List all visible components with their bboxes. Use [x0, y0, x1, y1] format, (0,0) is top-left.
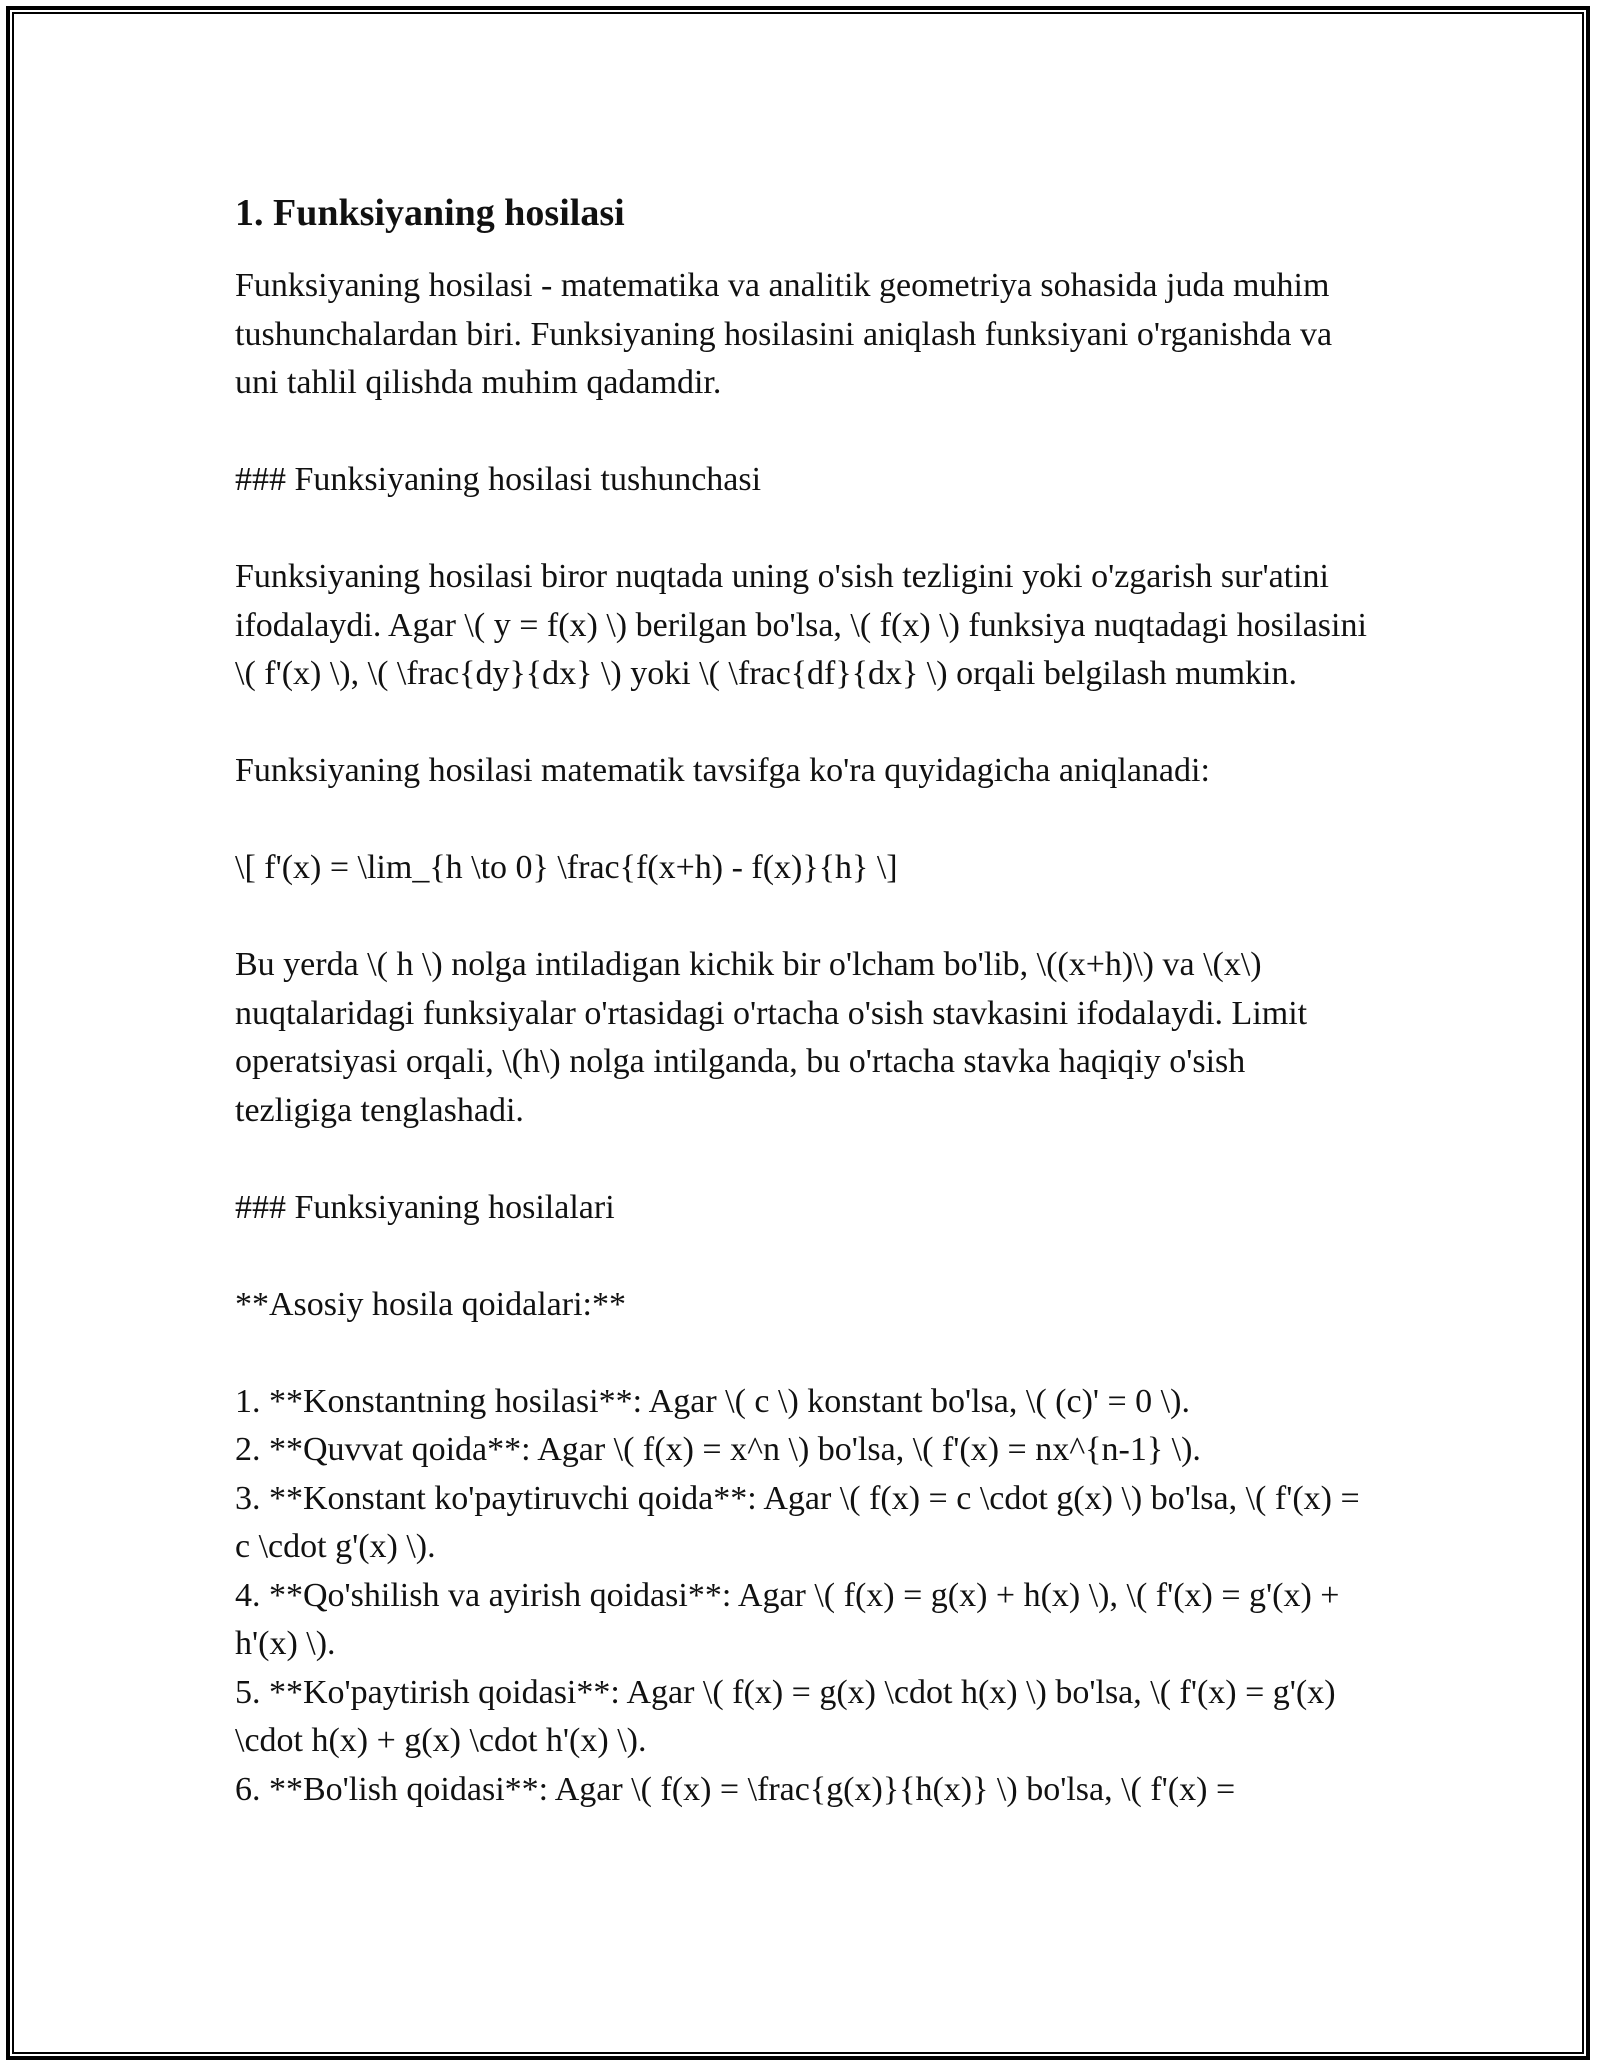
rules-list — [235, 1378, 1370, 1815]
rule-quotient: 6. **Bo'lish qoidasi**: Agar \( f(x) = \frac{g(x)}{h(x)} \) bo'lsa, \( f'(x) = — [235, 1770, 1236, 1808]
limit-formula: \[ f'(x) = \lim_{h \to 0} \frac{f(x+h) - f(x)}{h} \] — [235, 849, 898, 886]
definition-intro: Funksiyaning hosilasi matematik tavsifga ko'ra quyidagicha aniqlanadi: — [235, 752, 1210, 789]
subheading-concept: ### Funksiyaning hosilasi tushunchasi — [235, 461, 762, 498]
document-body — [235, 186, 1370, 1814]
subheading-derivatives: ### Funksiyaning hosilalari — [235, 1188, 615, 1226]
section-title: 1. Funksiyaning hosilasi — [235, 192, 625, 234]
explanation-paragraph: Bu yerda \( h \) nolga intiladigan kichik bir o'lcham bo'lib, \((x+h)\) va \(x\) nuqtalaridagi funksiyalar o'rtasidagi o'rtacha o'sish stavkasini ifodalaydi. Limit operatsiyasi orqali, \(h\) nolga intilganda, bu o'rtacha stavka haqiqiy o'sish tezligiga tenglashadi. — [235, 946, 1308, 1129]
rule-power: 2. **Quvvat qoida**: Agar \( f(x) = x^n \) bo'lsa, \( f'(x) = nx^{n-1} \). — [235, 1431, 1201, 1468]
rule-constant: 1. **Konstantning hosilasi**: Agar \( c \) konstant bo'lsa, \( (c)' = 0 \). — [235, 1382, 1190, 1420]
rule-constant-multiple: 3. **Konstant ko'paytiruvchi qoida**: Agar \( f(x) = c \cdot g(x) \) bo'lsa, \( f'(x) = c \cdot g'(x) \). — [235, 1479, 1360, 1565]
concept-paragraph: Funksiyaning hosilasi biror nuqtada uning o'sish tezligini yoki o'zgarish sur'atini ifodalaydi. Agar \( y = f(x) \) berilgan bo'lsa, \( f(x) \) funksiya nuqtadagi hosilasini \( f'(x) \), \( \frac{dy}{dx} \) yoki \( \frac{df}{dx} \) orqali belgilash mumkin. — [235, 558, 1367, 692]
rules-heading: **Asosiy hosila qoidalari:** — [235, 1285, 626, 1323]
rule-product: 5. **Ko'paytirish qoidasi**: Agar \( f(x) = g(x) \cdot h(x) \) bo'lsa, \( f'(x) = g'(x) \cdot h(x) + g(x) \cdot h'(x) \). — [235, 1673, 1336, 1759]
rule-sum-difference: 4. **Qo'shilish va ayirish qoidasi**: Agar \( f(x) = g(x) + h(x) \), \( f'(x) = g'(x) + h'(x) \). — [235, 1576, 1340, 1662]
intro-paragraph: Funksiyaning hosilasi - matematika va analitik geometriya sohasida juda muhim tushunchalardan biri. Funksiyaning hosilasini aniqlash funksiyani o'rganishda va uni tahlil qilishda muhim qadamdir. — [235, 267, 1333, 401]
